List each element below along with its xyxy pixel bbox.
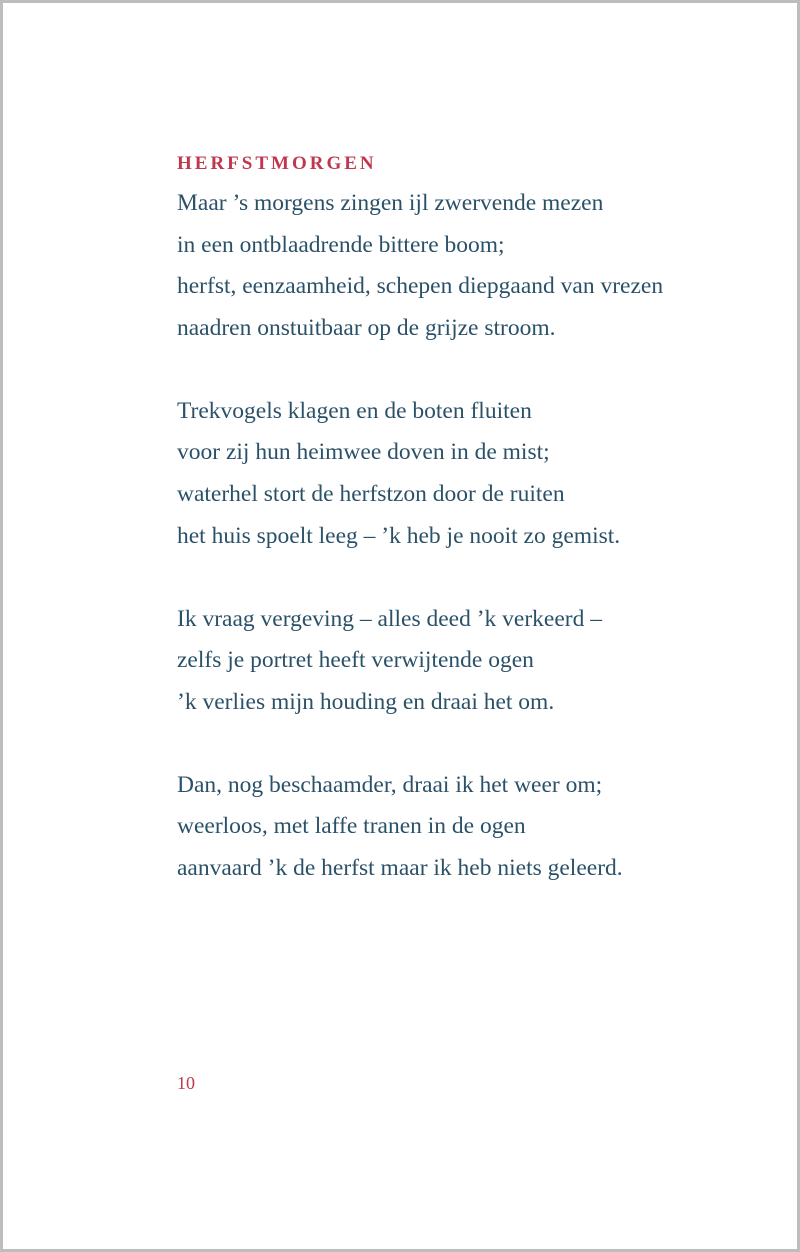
stanza-3 bbox=[177, 599, 777, 724]
stanza-1 bbox=[177, 183, 777, 350]
page-number: 10 bbox=[177, 1073, 195, 1093]
stanza-4 bbox=[177, 765, 777, 890]
poem-line: weerloos, met laffe tranen in de ogen bbox=[177, 813, 526, 840]
poem-line: aanvaard ’k de herfst maar ik heb niets geleerd. bbox=[177, 854, 623, 881]
poem-line: ’k verlies mijn houding en draai het om. bbox=[177, 688, 555, 715]
poem-line: zelfs je portret heeft verwijtende ogen bbox=[177, 647, 534, 674]
poem-body bbox=[177, 183, 777, 931]
poem-line: Dan, nog beschaamder, draai ik het weer om; bbox=[177, 771, 603, 798]
stanza-2 bbox=[177, 391, 777, 558]
poem-line: in een ontblaadrende bittere boom; bbox=[177, 231, 505, 258]
poem-title: HERFSTMORGEN bbox=[177, 153, 377, 174]
poem-line: Ik vraag vergeving – alles deed ’k verkeerd – bbox=[177, 605, 602, 632]
poem-line: Maar ’s morgens zingen ijl zwervende mezen bbox=[177, 190, 604, 216]
poem-line: Trekvogels klagen en de boten fluiten bbox=[177, 397, 532, 424]
poem-line: waterhel stort de herfstzon door de ruiten bbox=[177, 481, 565, 508]
poem-line: het huis spoelt leeg – ’k heb je nooit zo gemist. bbox=[177, 522, 621, 549]
poem-line: naadren onstuitbaar op de grijze stroom. bbox=[177, 315, 556, 342]
poem-line: voor zij hun heimwee doven in de mist; bbox=[177, 439, 550, 466]
poem-line: herfst, eenzaamheid, schepen diepgaand van vrezen bbox=[177, 273, 664, 300]
